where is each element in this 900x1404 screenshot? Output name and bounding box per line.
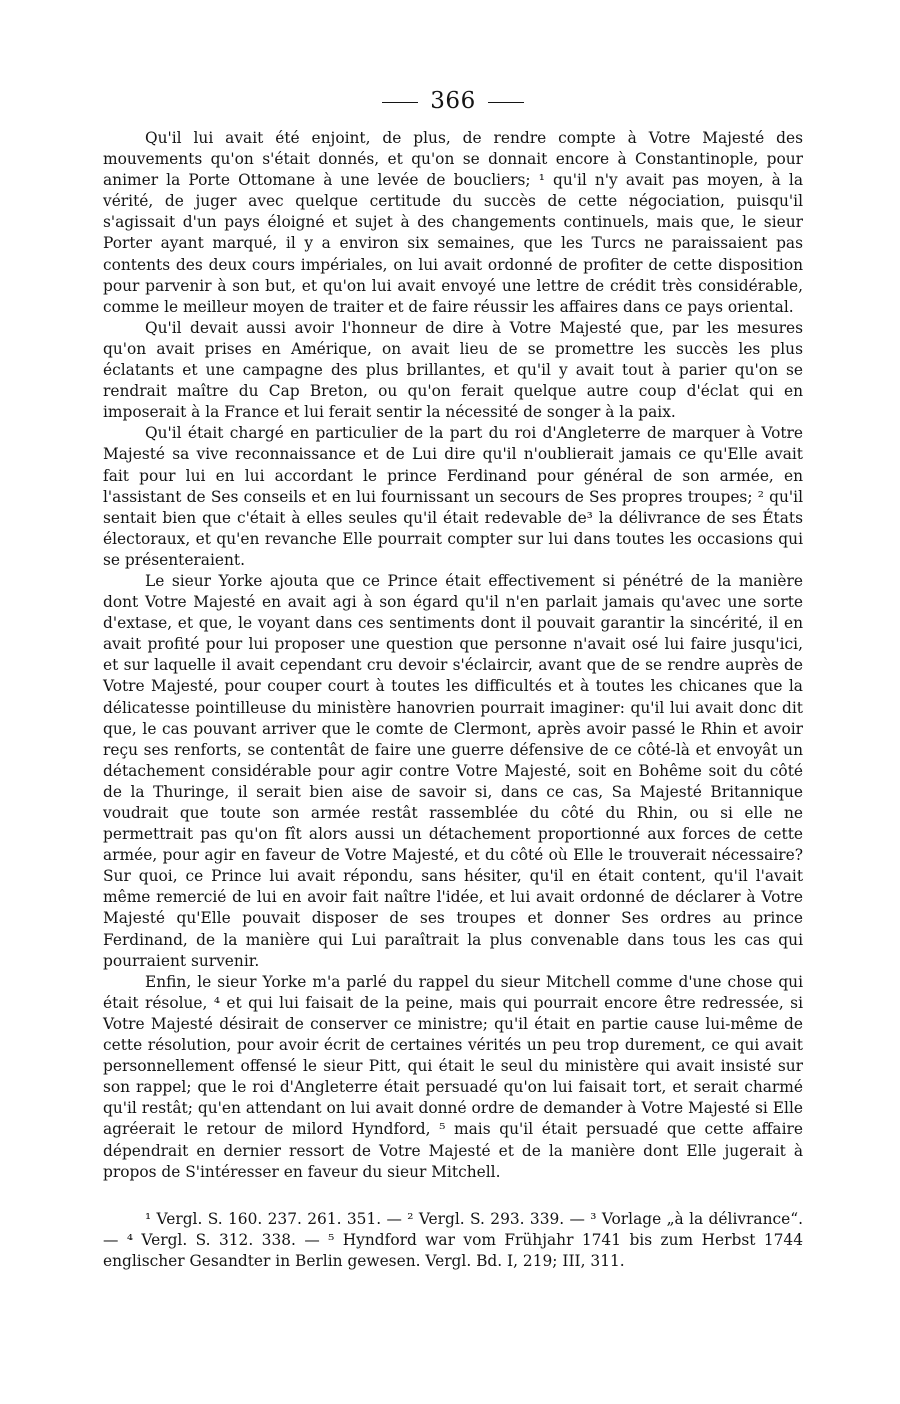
paragraph: Le sieur Yorke ajouta que ce Prince était effectivement si pénétré de la manière dont Votre Majesté en avait agi à son égard qu'il n'en parlait jamais qu'avec une sorte d'extase, et que, le voyant dans ces sentiments dont il pouvait garantir la sincérité, il en avait profité pour lui proposer une question que personne n'avait osé lui faire jusqu'ici, et sur laquelle il avait cependant cru devoir s'éclaircir, avant que de se rendre auprès de Votre Majesté, pour couper court à toutes les difficultés et à toutes les chicanes que la délicatesse pointilleuse du ministère hanovrien pourrait imaginer: qu'il lui avait donc dit que, le cas pouvant arriver que le comte de Clermont, après avoir passé le Rhin et avoir reçu ses renforts, se contentât de faire une guerre défensive de ce côté-là et envoyât un détachement considérable pour agir contre Votre Majesté, soit en Bohême soit du côté de la Thuringe, il serait bien aise de savoir si, dans ce cas, Sa Majesté Britannique voudrait que toute son armée restât rassemblée du côté du Rhin, ou si elle ne permettrait pas qu'on fît alors aussi un détachement proportionné aux forces de cette armée, pour agir en faveur de Votre Majesté, et du côté où Elle le trouverait nécessaire? Sur quoi, ce Prince lui avait répondu, sans hésiter, qu'il en était content, qu'il l'avait même remercié de lui en avoir fait naître l'idée, et lui avait ordonné de déclarer à Votre Majesté qu'Elle pouvait disposer de ses troupes et donner Ses ordres au prince Ferdinand, de la manière qui Lui paraîtrait la plus convenable dans tous les cas qui pourraient survenir. bbox=[103, 571, 803, 970]
page-number: 366 bbox=[430, 88, 476, 114]
header-dash-right bbox=[488, 102, 524, 103]
page bbox=[103, 88, 803, 1272]
paragraph: Qu'il lui avait été enjoint, de plus, de rendre compte à Votre Majesté des mouvements qu'on s'était donnés, et qu'on se donnait encore à Constantinople, pour animer la Porte Ottomane à une levée de boucliers; ¹ qu'il n'y avait pas moyen, à la vérité, de juger avec quelque certitude du succès de cette négociation, puisqu'il s'agissait d'un pays éloigné et sujet à des changements continuels, mais que, le sieur Porter ayant marqué, il y a environ six semaines, que les Turcs ne paraissaient pas contents des deux cours impériales, on lui avait ordonné de profiter de cette disposition pour parvenir à son but, et qu'on lui avait envoyé une lettre de crédit très considérable, comme le meilleur moyen de traiter et de faire réussir les affaires dans ce pays oriental. bbox=[103, 129, 803, 316]
page-header bbox=[103, 88, 803, 114]
paragraph: Enfin, le sieur Yorke m'a parlé du rappel du sieur Mitchell comme d'une chose qui était résolue, ⁴ et qui lui faisait de la peine, mais qui pourrait encore être redressée, si Votre Majesté désirait de conserver ce ministre; qu'il était en partie cause lui-même de cette résolution, pour avoir écrit de certaines vérités un peu trop durement, ce qui avait personnellement offensé le sieur Pitt, qui était le seul du ministère qui avait insisté sur son rappel; que le roi d'Angleterre était persuadé qu'on lui faisait tort, et serait charmé qu'il restât; qu'en attendant on lui avait donné ordre de demander à Votre Majesté si Elle agréerait le retour de milord Hyndford, ⁵ mais qu'il était persuadé que cette affaire dépendrait en dernier ressort de Votre Majesté et de la manière dont Elle jugerait à propos de S'intéresser en faveur du sieur Mitchell. bbox=[103, 972, 803, 1181]
footnotes: ¹ Vergl. S. 160. 237. 261. 351. — ² Vergl. S. 293. 339. — ³ Vorlage „à la délivrance“. — ⁴ Vergl. S. 312. 338. — ⁵ Hyndford war vom Frühjahr 1741 bis zum Herbst 1744 englischer Gesandter in Berlin gewesen. Vergl. Bd. I, 219; III, 311. bbox=[103, 1209, 803, 1270]
header-dash-left bbox=[382, 102, 418, 103]
paragraph: Qu'il devait aussi avoir l'honneur de dire à Votre Majesté que, par les mesures qu'on avait prises en Amérique, on avait lieu de se promettre les succès les plus éclatants et une campagne des plus brillantes, et qu'il y avait tout à parier qu'on se rendrait maître du Cap Breton, ou qu'on ferait quelque autre coup d'éclat qui en imposerait à la France et lui ferait sentir la nécessité de songer à la paix. bbox=[103, 318, 803, 422]
paragraph: Qu'il était chargé en particulier de la part du roi d'Angleterre de marquer à Votre Majesté sa vive reconnaissance et de Lui dire qu'il n'oublierait jamais ce qu'Elle avait fait pour lui en lui accordant le prince Ferdinand pour général de son armée, en l'assistant de Ses conseils et en lui fournissant un secours de Ses propres troupes; ² qu'il sentait bien que c'était à elles seules qu'il était redevable de³ la délivrance de ses États électoraux, et qu'en revanche Elle pourrait compter sur lui dans toutes les occasions qui se présenteraient. bbox=[103, 424, 803, 569]
